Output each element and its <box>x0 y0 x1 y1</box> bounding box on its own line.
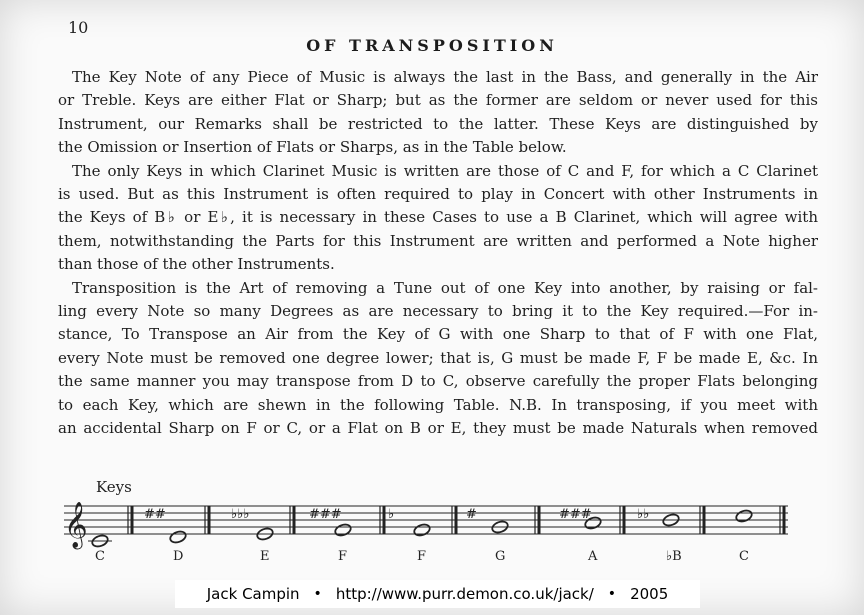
staff-lines <box>64 506 788 534</box>
key-label: C <box>95 549 105 564</box>
page-number: 10 <box>68 18 89 37</box>
key-label: A <box>588 549 598 564</box>
music-staff-svg <box>60 476 790 566</box>
key-label: E <box>260 549 270 564</box>
credit-author: Jack Campin <box>206 585 300 603</box>
key-label: C <box>739 549 749 564</box>
key-signature: ♭♭ <box>637 507 650 522</box>
text-line: ling every Note so many Degrees as are necessary to bring it to the Key required.—For in- <box>58 302 818 321</box>
text-line: the Keys of B♭ or E♭, it is necessary in these Cases to use a B Clarinet, which will agree with <box>58 208 818 227</box>
key-label: G <box>495 549 506 564</box>
credit-bar <box>175 580 700 608</box>
key-signature: ♭ <box>388 507 395 522</box>
key-signature: # <box>466 507 477 522</box>
text-line: The Key Note of any Piece of Music is always the last in the Bass, and generally in the Air <box>72 68 818 86</box>
whole-note <box>169 530 187 545</box>
text-line: them, notwithstanding the Parts for this Instrument are written and performed a Note higher <box>58 231 818 250</box>
text-line: Instrument, our Remarks shall be restricted to the latter. These Keys are distinguished by <box>58 114 818 133</box>
key-label: ♭B <box>666 549 682 564</box>
text-line: The only Keys in which Clarinet Music is written are those of C and F, for which a C Clarinet <box>72 161 818 180</box>
whole-note <box>413 523 431 538</box>
key-signature: ### <box>309 507 342 522</box>
key-signature: ## <box>144 507 166 522</box>
text-line: than those of the other Instruments. <box>58 255 335 274</box>
key-signature: ♭♭♭ <box>231 507 250 522</box>
treble-clef-icon: 𝄞 <box>64 502 88 548</box>
page-title: OF TRANSPOSITION <box>306 36 558 55</box>
text-line: to each Key, which are shewn in the following Table. N.B. In transposing, if you meet with <box>58 395 818 414</box>
credit-url[interactable]: http://www.purr.demon.co.uk/jack/ <box>335 585 594 603</box>
text-line: every Note must be removed one degree lower; that is, G must be made F, F be made E, &c. In <box>58 348 818 367</box>
body-text <box>58 66 818 441</box>
key-measures <box>88 506 784 564</box>
whole-note <box>735 509 753 524</box>
credit-separator: • <box>313 586 322 602</box>
text-line: the Omission or Insertion of Flats or Sharps, as in the Table below. <box>58 138 567 157</box>
credit-separator: • <box>607 586 617 602</box>
keys-heading: Keys <box>96 478 132 496</box>
text-line: the same manner you may transpose from D to C, observe carefully the proper Flats belonging <box>58 372 818 391</box>
key-label: F <box>338 549 348 564</box>
text-line: is used. But as this Instrument is often required to play in Concert with other Instruments in <box>58 185 818 204</box>
text-line: an accidental Sharp on F or C, or a Flat on B or E, they must be made Naturals when removed <box>58 419 818 438</box>
text-line: stance, To Transpose an Air from the Key of G with one Sharp to that of F with one Flat, <box>58 325 818 344</box>
key-signature: ### <box>559 507 592 522</box>
whole-note <box>334 523 352 538</box>
text-line: or Treble. Keys are either Flat or Sharp; but as the former are seldom or never used for this <box>58 91 818 110</box>
credit-year: 2005 <box>630 585 669 603</box>
key-label: D <box>173 549 184 564</box>
keys-staff <box>60 476 790 566</box>
text-line: Transposition is the Art of removing a Tune out of one Key into another, by raising or fal- <box>72 278 818 297</box>
key-label: F <box>417 549 427 564</box>
